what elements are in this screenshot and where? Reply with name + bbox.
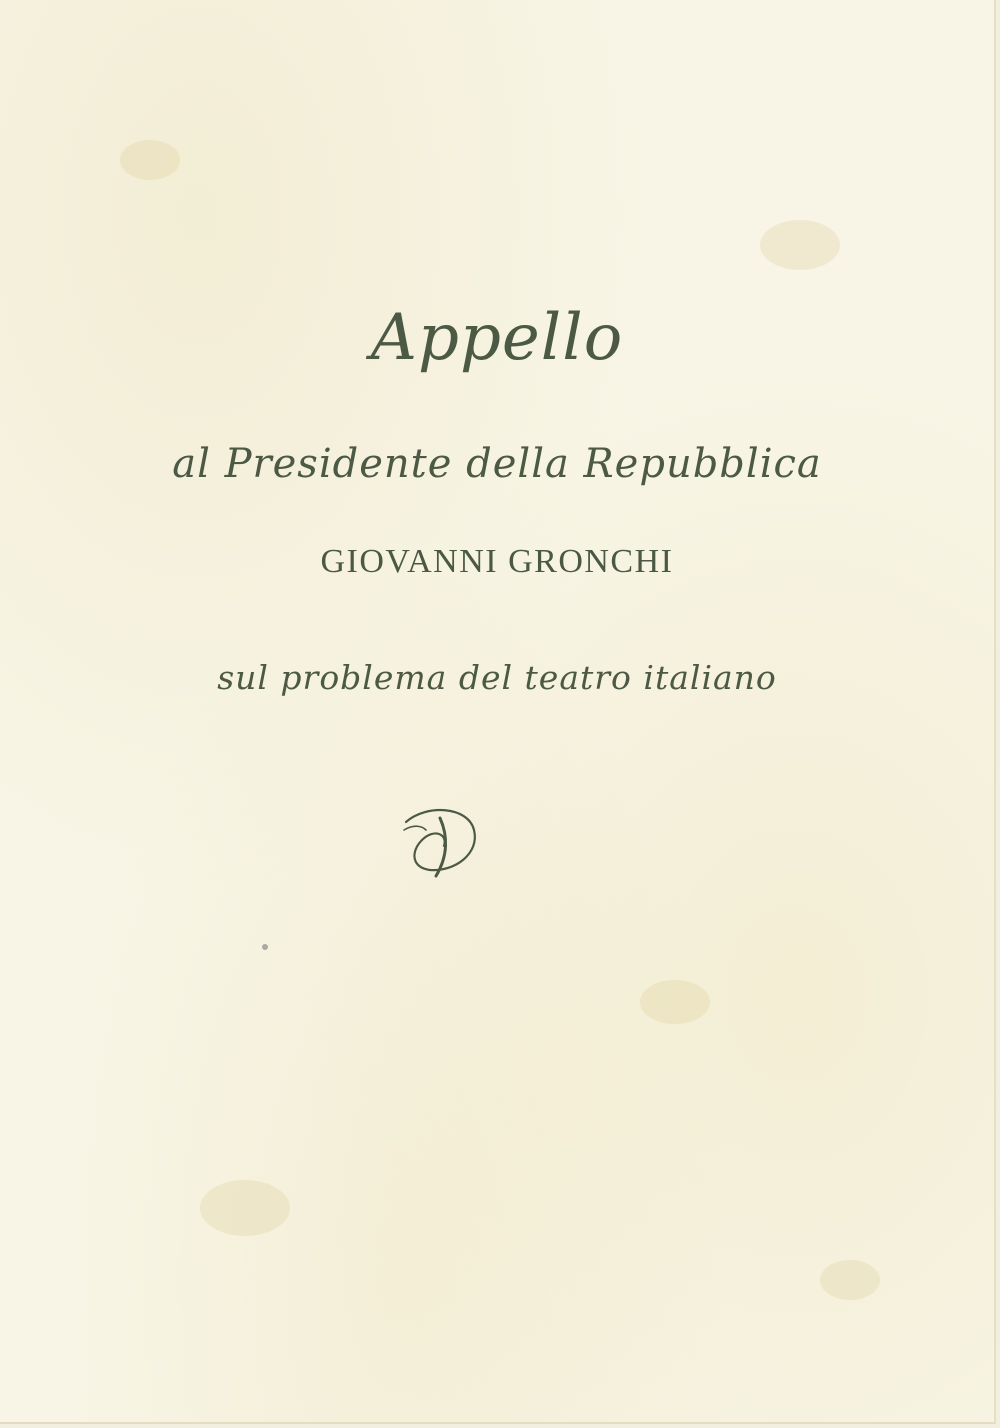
president-name: GIOVANNI GRONCHI <box>320 543 674 580</box>
paper-stain <box>120 140 180 180</box>
paper-stain <box>640 980 710 1024</box>
paper-spot <box>262 944 268 950</box>
paper-stain <box>200 1180 290 1236</box>
calligraphic-monogram-icon <box>396 800 484 880</box>
dedication-line: al Presidente della Repubblica <box>172 441 822 487</box>
paper-stain <box>820 1260 880 1300</box>
document-heading: Appello <box>370 301 624 375</box>
subject-line: sul problema del teatro italiano <box>217 658 777 697</box>
paper-stain <box>760 220 840 270</box>
